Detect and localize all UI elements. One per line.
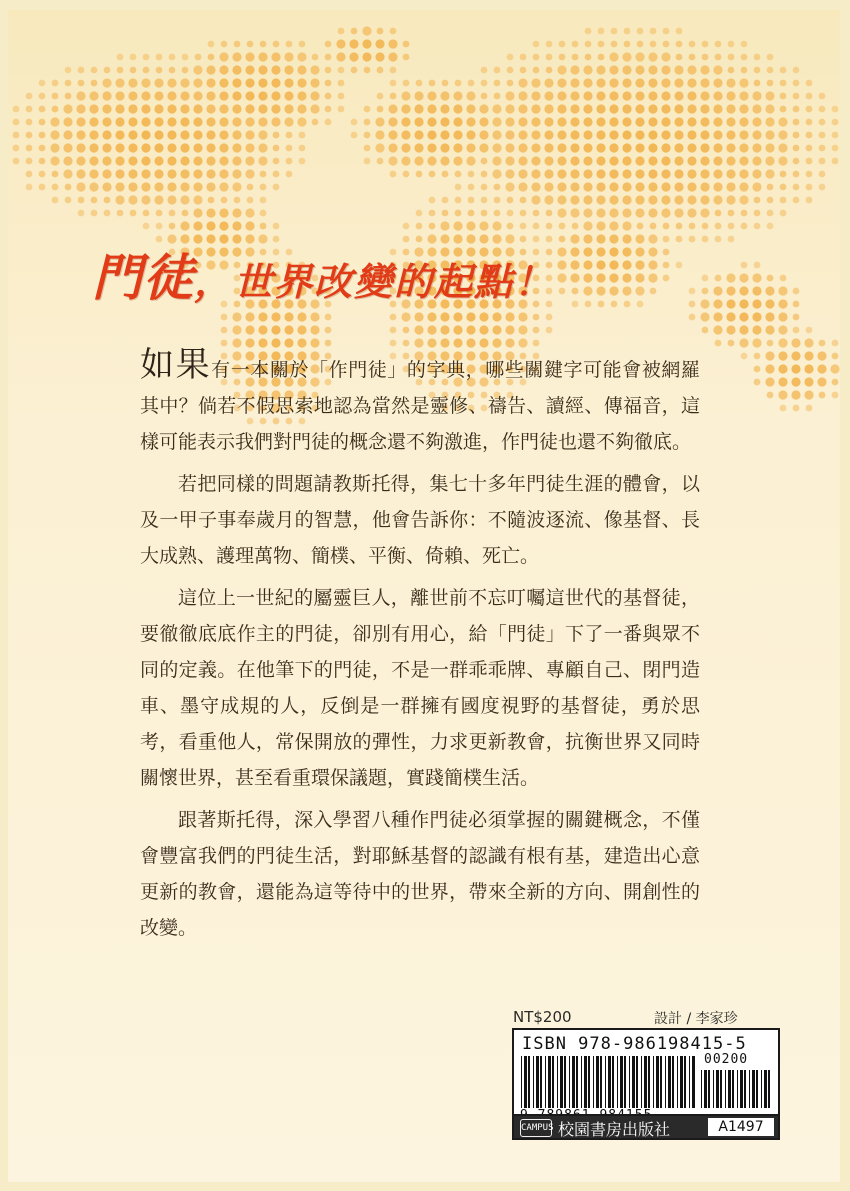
paragraph-4: 跟著斯托得，深入學習八種作門徒必須掌握的關鍵概念，不僅會豐富我們的門徒生活，對耶穌基督的認識有根有基，建造出心意更新的教會，還能為這等待中的世界，帶來全新的方向、開創性的改變。 <box>140 809 700 939</box>
barcode <box>520 1056 696 1108</box>
publisher-name: 校園書房出版社 <box>558 1120 671 1139</box>
headline-main: 門徒 <box>92 248 194 307</box>
paragraph-3: 這位上一世紀的屬靈巨人，離世前不忘叮囑這世代的基督徒，要徹徹底底作主的門徒，卻別有用心，給「門徒」下了一番與眾不同的定義。在他筆下的門徒，不是一群乖乖牌、專顧自己、閉門造車、墨守成規的人，反倒是一群擁有國度視野的基督徒，勇於思考，看重他人，常保開放的彈性，力求更新教會，抗衡世界又同時關懷世界，甚至看重環保議題，實踐簡樸生活。 <box>140 587 700 789</box>
isbn: ISBN 978-986198415-5 <box>522 1034 747 1054</box>
dropcap: 如果 <box>140 345 212 385</box>
paragraph-1-text: 有一本關於「作門徒」的字典，哪些關鍵字可能會被網羅其中？倘若不假思索地認為當然是靈修、禱告、讀經、傳福音，這樣可能表示我們對門徒的概念還不夠激進，作門徒也還不夠徹底。 <box>140 359 700 453</box>
price: NT$200 <box>513 1008 572 1026</box>
publisher-strip <box>512 1114 780 1140</box>
headline-rest: ，世界改變的起點！ <box>194 259 555 304</box>
book-back-cover <box>8 10 840 1182</box>
description-text <box>140 345 700 952</box>
paragraph-2: 若把同樣的問題請教斯托得，集七十多年門徒生涯的體會，以及一甲子事奉歲月的智慧，他會告訴你：不隨波逐流、像基督、長大成熟、護理萬物、簡樸、平衡、倚賴、死亡。 <box>140 473 700 567</box>
product-code: A1497 <box>708 1118 774 1136</box>
addon-barcode <box>700 1070 774 1108</box>
paragraph-1 <box>140 345 700 460</box>
headline <box>92 238 554 310</box>
publisher-logo-icon: CAMPUS <box>520 1119 552 1137</box>
addon-digits: 00200 <box>704 1052 749 1067</box>
designer-credit: 設計 / 李家珍 <box>654 1011 738 1027</box>
